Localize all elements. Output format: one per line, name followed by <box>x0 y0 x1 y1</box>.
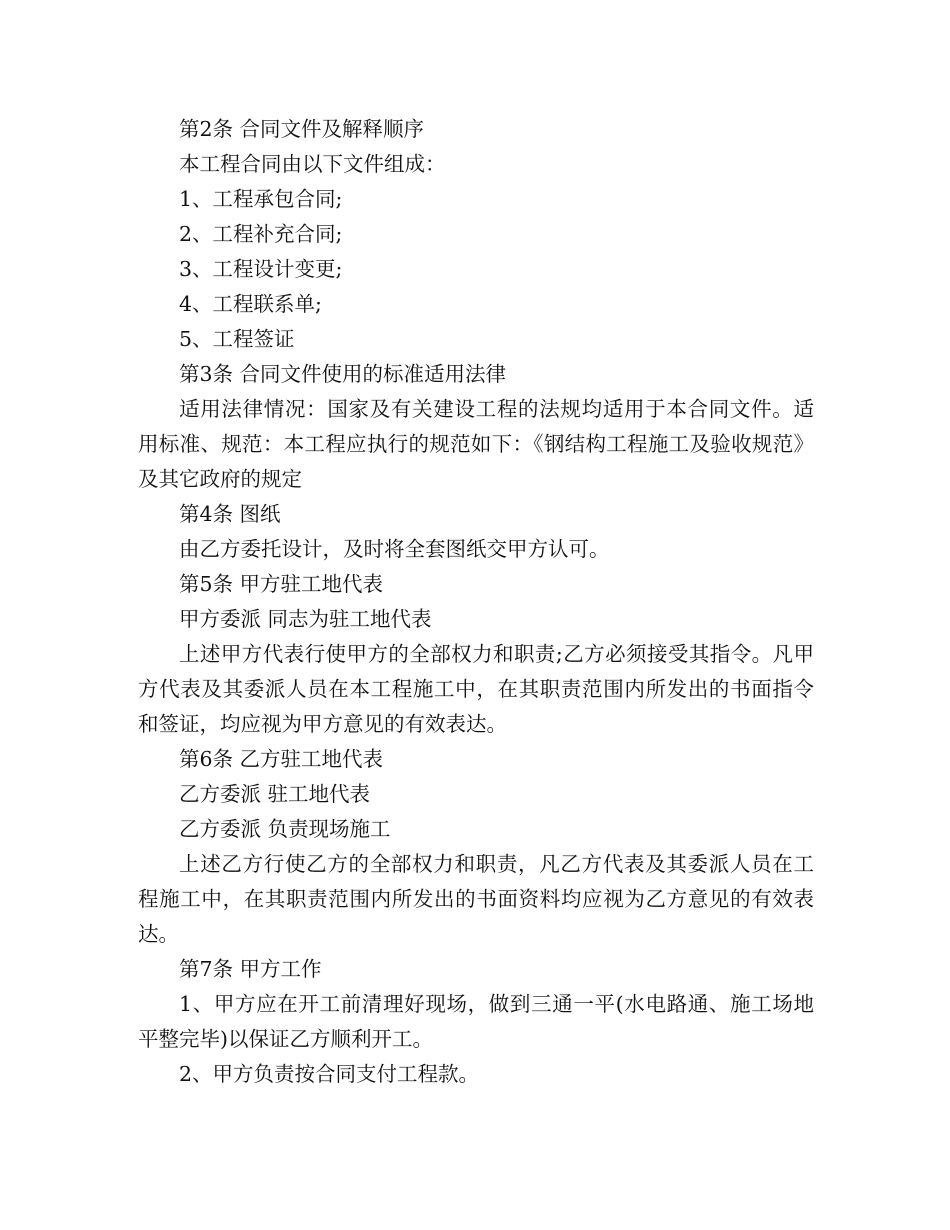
document-body <box>138 112 814 1092</box>
contract-documents-intro: 本工程合同由以下文件组成： <box>179 152 446 176</box>
document-list-item-5: 5、工程签证 <box>179 327 295 351</box>
article-6-heading: 第6条 乙方驻工地代表 <box>179 747 384 771</box>
party-b-authority-paragraph: 上述乙方行使乙方的全部权力和职责，凡乙方代表及其委派人员在工程施工中，在其职责范围内所发出的书面资料均应视为乙方意见的有效表达。 <box>138 852 814 946</box>
party-a-authority-paragraph: 上述甲方代表行使甲方的全部权力和职责;乙方必须接受其指令。凡甲方代表及其委派人员在本工程施工中，在其职责范围内所发出的书面指令和签证，均应视为甲方意见的有效表达。 <box>138 642 814 736</box>
document-list-item-3: 3、工程设计变更; <box>179 257 343 281</box>
document-list-item-2: 2、工程补充合同; <box>179 222 343 246</box>
party-a-duty-item-2: 2、甲方负责按合同支付工程款。 <box>179 1062 480 1086</box>
article-4-heading: 第4条 图纸 <box>179 502 281 526</box>
party-b-site-manager-line: 乙方委派 负责现场施工 <box>179 817 391 841</box>
document-list-item-4: 4、工程联系单; <box>179 292 322 316</box>
drawings-paragraph: 由乙方委托设计，及时将全套图纸交甲方认可。 <box>179 537 610 561</box>
party-b-delegate-line: 乙方委派 驻工地代表 <box>179 782 371 806</box>
party-a-duty-item-1: 1、甲方应在开工前清理好现场，做到三通一平(水电路通、施工场地平整完毕)以保证乙方顺利开工。 <box>138 992 814 1051</box>
article-7-heading: 第7条 甲方工作 <box>179 957 322 981</box>
article-2-heading: 第2条 合同文件及解释顺序 <box>179 117 425 141</box>
party-a-delegate-line: 甲方委派 同志为驻工地代表 <box>179 607 432 631</box>
document-list-item-1: 1、工程承包合同; <box>179 187 343 211</box>
article-5-heading: 第5条 甲方驻工地代表 <box>179 572 384 596</box>
applicable-law-paragraph: 适用法律情况：国家及有关建设工程的法规均适用于本合同文件。适用标准、规范：本工程应执行的规范如下：《钢结构工程施工及验收规范》及其它政府的规定 <box>138 397 814 491</box>
article-3-heading: 第3条 合同文件使用的标准适用法律 <box>179 362 507 386</box>
